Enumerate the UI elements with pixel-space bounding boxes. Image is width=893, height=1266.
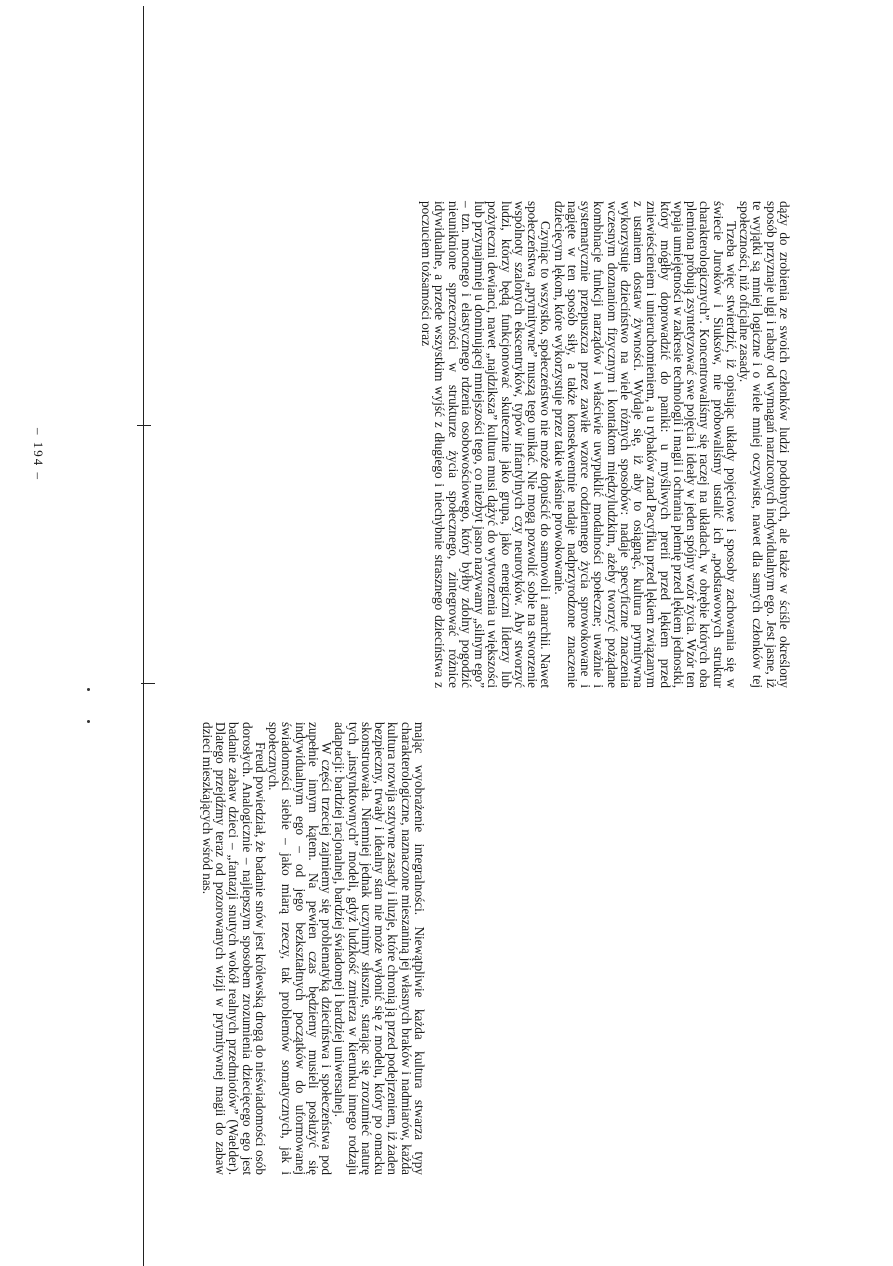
rule-dot-1 <box>87 688 90 691</box>
paragraph: dąży do zrobienia ze swoich członków ludzi podobnych, ale także w ściśle określony sposób przyznaje ulgi i rabaty od wymagań narzuconych indywidualnym ego. Jest jasne, iż te wyjątki są mniej logiczne i o wiele mniej oczywiste, nawet dla samych członków tej społeczności, niż oficjalne zasady. <box>737 201 792 688</box>
top-rule-right <box>143 466 144 1266</box>
left-column <box>420 201 791 688</box>
rule-tick-1 <box>137 425 151 426</box>
paragraph: Trzeba więc stwierdzić, iż opisując układy pojęciowe i sposoby zachowania się w świecie Juroków i Siuksów, nie próbowaliśmy ustalić ich „podstawowych struktur charakterologicznych”. Koncentrowaliśmy się raczej na układach, w obrębie których oba plemiona próbują zsyntetyzować swe pojęcia i ideały w jeden spójny wzór życia. Wzór ten wpaja umiejętności w zakresie technologii i magii i ochrania plemię przed lękiem jednostki, który mógłby doprowadzić do paniki: u myśliwych prerii przed lękiem przed zniewieścieniem i unieruchomieniem, a u rybaków znad Pacyfiku przed lękiem związanym z ustaniem dostaw żywności. Wydaje się, iż aby to osiągnąć, kultura prymitywna wykorzystuje dzieciństwo na wiele różnych sposobów: nadaje specyficzne znaczenia wczesnym doznaniom fizycznym i kontaktom międzyludzkim, ażeby tworzyć pożądane kombinacje funkcji narządów i właściwie uwypuklić modalności społeczne; uważnie i systematycznie przepuszcza przez zawiłe wzorce codziennego życia sprowokowane i nagięte w ten sposób siły, a także konsekwentnie nadaje nadprzyrodzone znaczenie dziecięcym lękom, które wykorzystuje przez takie właśnie prowokowanie. <box>551 201 739 688</box>
paragraph: mając wyobrażenie integralności. Niewątpliwie każda kultura stwarza typy charakterologiczne, naznaczone mieszaniną jej własnych braków i nadmiarów, każda kultura rozwija sztywne zasady i iluzje, które chronią ją przed podejrzeniem, iż żaden bezpieczny, trwały i idealny stan nie może wyłonić się z modelu, który po omacku skonstruowała. Niemniej jednak uczynimy słusznie, starając się zrozumieć naturę tych „instynktownych” modeli, gdyż ludzkość zmierza w kierunku innego rodzaju adaptacji: bardziej racjonalnej, bardziej świadomej i bardziej uniwersalnej. <box>332 722 427 1175</box>
rule-tick-2 <box>141 683 155 684</box>
right-column <box>201 722 426 1175</box>
paragraph: Freud powiedział, że badanie snów jest królewską drogą do nieświadomości osób dorosłych. Analogicznie – najlepszym sposobem zrozumienia dziecięcego ego jest badanie zabaw dzieci – „fantazji snutych wokół realnych przedmiotów” (Waelder). Dlatego przejdźmy teraz od pozorowanych wizji w prymitywnej magii do zabaw dzieci mieszkających wśród nas. <box>200 722 268 1175</box>
rule-dot-2 <box>87 720 90 723</box>
paragraph: W części trzeciej zajmiemy się problematyką dzieciństwa i społeczeństwa pod zupełnie innym kątem. Na pewien czas będziemy musieli posłużyć się indywidualnym ego – od jego bezkształtnych początków do uformowanej świadomości siebie – jako miarą rzeczy, tak problemów somatycznych, jak i społecznych. <box>266 722 335 1175</box>
paragraph: Czyniąc to wszystko, społeczeństwo nie może dopuścić do samowoli i anarchii. Nawet społeczeństwa „prymitywne” muszą tego unikać. Nie mogą pozwolić sobie na stworzenie wspólnoty szalonych ekscentryków, typów infantylnych czy neurotyków. Aby stworzyć ludzi, którzy będą funkcjonować skutecznie jako grupa, jako energiczni liderzy lub pożyteczni dewianci, nawet „najdziksza” kultura musi dążyć do wytworzenia u większości lub przynajmniej u dominującej mniejszości tego, co niezbyt jasno nazywamy „silnym ego” – tzn. mocnego i elastycznego rdzenia osobowościowego, który byłby zdolny pogodzić nieuniknione sprzeczności w strukturze życia społecznego, zintegrować różnice idywidualne, a przede wszystkim wyjść z długiego i niechybnie strasznego dzieciństwa z poczuciem tożsamości oraz <box>419 201 554 688</box>
top-rule-left <box>143 6 144 466</box>
page-number: – 194 – <box>31 428 46 481</box>
